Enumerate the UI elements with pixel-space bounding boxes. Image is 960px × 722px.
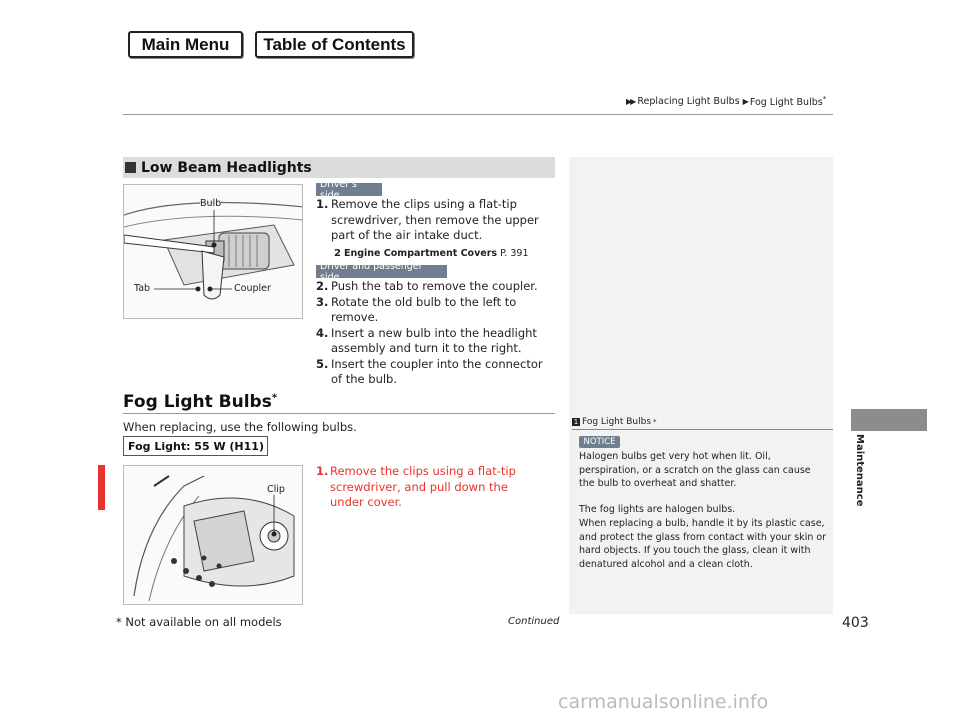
main-menu-button[interactable]: Main Menu: [128, 31, 243, 58]
list-item: 3. Rotate the old bulb to the left to remove.: [316, 294, 517, 324]
footnote: * Not available on all models: [116, 615, 282, 629]
breadcrumb-item-current: Fog Light Bulbs*: [749, 95, 827, 109]
figure-label-tab: Tab: [134, 283, 151, 294]
sidebar-text-halogen: The fog lights are halogen bulbs.: [579, 504, 736, 515]
drivers-side-tag: Driver's side: [316, 183, 382, 196]
breadcrumb-arrow-icon: ▶: [742, 97, 747, 107]
bulb-spec-box: Fog Light: 55 W (H11): [123, 436, 268, 456]
link-arrow-icon: 2: [334, 247, 341, 259]
list-item: 4. Insert a new bulb into the headlight assembly and turn it to the right.: [316, 325, 537, 355]
section-tab-block: [851, 409, 927, 431]
figure-label-clip: Clip: [267, 484, 285, 495]
driver-and-passenger-side-tag: Driver and passenger side: [316, 265, 447, 278]
notice-badge: NOTICE: [579, 436, 620, 448]
list-item: 2. Push the tab to remove the coupler.: [316, 279, 538, 293]
watermark: carmanualsonline.info: [558, 691, 769, 713]
figure-label-coupler: Coupler: [234, 283, 271, 294]
sidebar-text-handling: When replacing a bulb, handle it by its plastic case, and protect the glass from contact with your skin or hard objects. If you touch the glass, clean it with denatured alcohol and a clean cloth.: [579, 518, 827, 570]
list-item: 5. Insert the coupler into the connector of the bulb.: [316, 356, 543, 386]
fog-light-figure: [123, 465, 303, 605]
section-tab-label: Maintenance: [854, 434, 865, 507]
sidebar-notice-text: Halogen bulbs get very hot when lit. Oil, perspiration, or a scratch on the glass can cause the bulb to overheat and shatter.: [579, 451, 811, 489]
fog-step-1: 1. Remove the clips using a flat-tip screwdriver, and pull down the under cover.: [316, 464, 516, 509]
fog-title-divider: [123, 413, 555, 414]
low-beam-figure: [123, 184, 303, 319]
fog-light-title: Fog Light Bulbs*: [123, 392, 278, 412]
current-step-marker: [98, 465, 105, 510]
low-beam-steps-list: [316, 279, 556, 388]
low-beam-step-1: 1. Remove the clips using a flat-tip screwdriver, then remove the upper part of the air intake duct. 2 Engine Compartment Covers P. 391: [316, 197, 556, 261]
table-of-contents-button[interactable]: Table of Contents: [255, 31, 414, 58]
sidebar-divider: [572, 429, 833, 430]
cross-reference-link[interactable]: 2 Engine Compartment Covers P. 391: [334, 246, 556, 262]
section-square-icon: [125, 162, 136, 173]
figure-label-bulb: Bulb: [200, 198, 222, 209]
note-marker-icon: 1: [573, 418, 579, 426]
breadcrumb-arrow-icon: ▶▶: [626, 97, 635, 107]
breadcrumb: [626, 95, 826, 108]
section-heading-low-beam: Low Beam Headlights: [123, 157, 555, 178]
page-number: 403: [842, 615, 869, 631]
fog-intro-text: When replacing, use the following bulbs.: [123, 420, 357, 434]
breadcrumb-item[interactable]: Replacing Light Bulbs: [637, 96, 740, 108]
continued-label: Continued: [508, 616, 560, 627]
sidebar-heading: 1 Fog Light Bulbs *: [573, 417, 657, 427]
header-divider: [123, 114, 833, 115]
